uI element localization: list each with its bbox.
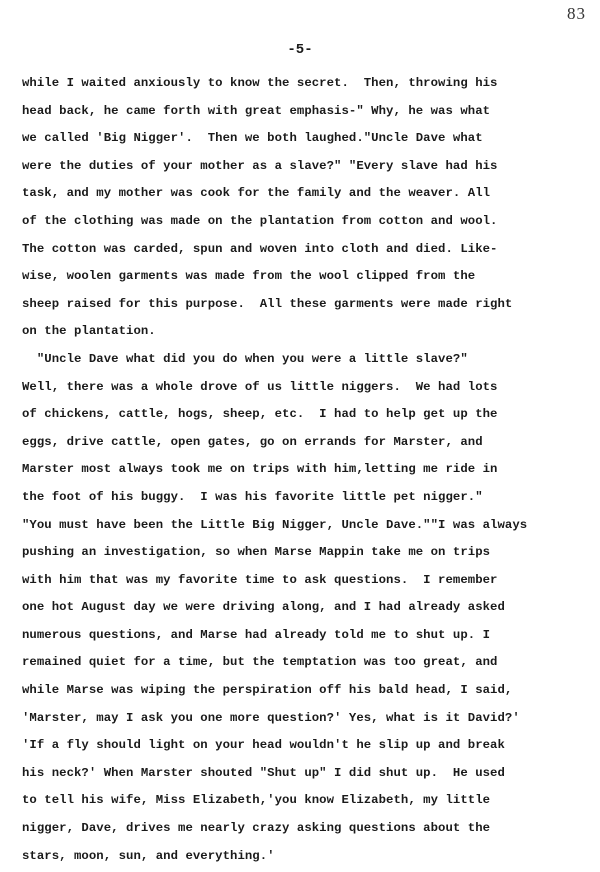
text-line: 'Marster, may I ask you one more question?' Yes, what is it David?' bbox=[22, 710, 520, 725]
document-body bbox=[22, 70, 582, 870]
text-line: the foot of his buggy. I was his favorite little pet nigger." bbox=[22, 489, 483, 504]
text-line: while Marse was wiping the perspiration off his bald head, I said, bbox=[22, 683, 513, 698]
text-line: we called 'Big Nigger'. Then we both laughed."Uncle Dave what bbox=[22, 131, 483, 146]
text-line: wise, woolen garments was made from the wool clipped from the bbox=[22, 269, 476, 284]
text-line: of chickens, cattle, hogs, sheep, etc. I had to help get up the bbox=[22, 407, 498, 422]
text-line: eggs, drive cattle, open gates, go on errands for Marster, and bbox=[22, 434, 483, 449]
text-line: 'If a fly should light on your head wouldn't he slip up and break bbox=[22, 738, 505, 753]
text-line: "You must have been the Little Big Nigger, Uncle Dave.""I was always bbox=[22, 517, 528, 532]
text-line: task, and my mother was cook for the family and the weaver. All bbox=[22, 186, 491, 201]
page-number: -5- bbox=[287, 42, 313, 58]
text-line: with him that was my favorite time to ask questions. I remember bbox=[22, 572, 498, 587]
text-line: remained quiet for a time, but the temptation was too great, and bbox=[22, 655, 498, 670]
text-line: one hot August day we were driving along, and I had already asked bbox=[22, 600, 505, 615]
text-line: stars, moon, sun, and everything.' bbox=[22, 848, 275, 863]
text-line: while I waited anxiously to know the secret. Then, throwing his bbox=[22, 76, 498, 90]
text-line: were the duties of your mother as a slave?" "Every slave had his bbox=[22, 158, 498, 173]
text-line: nigger, Dave, drives me nearly crazy asking questions about the bbox=[22, 821, 491, 836]
text-line: his neck?' When Marster shouted "Shut up" I did shut up. He used bbox=[22, 765, 505, 780]
text-line: pushing an investigation, so when Marse Mappin take me on trips bbox=[22, 545, 491, 560]
text-line: Marster most always took me on trips with him,letting me ride in bbox=[22, 462, 498, 477]
text-line: "Uncle Dave what did you do when you were a little slave?" bbox=[22, 351, 468, 366]
text-line: Well, there was a whole drove of us little niggers. We had lots bbox=[22, 379, 498, 394]
text-line: on the plantation. bbox=[22, 324, 156, 339]
page-number-handwritten: 83 bbox=[567, 4, 586, 23]
text-line: sheep raised for this purpose. All these garments were made right bbox=[22, 296, 513, 311]
text-line: numerous questions, and Marse had already told me to shut up. I bbox=[22, 627, 491, 642]
text-line: The cotton was carded, spun and woven into cloth and died. Like- bbox=[22, 241, 498, 256]
text-line: to tell his wife, Miss Elizabeth,'you know Elizabeth, my little bbox=[22, 793, 491, 808]
text-line: of the clothing was made on the plantation from cotton and wool. bbox=[22, 213, 498, 228]
text-line: head back, he came forth with great emphasis-" Why, he was what bbox=[22, 103, 491, 118]
